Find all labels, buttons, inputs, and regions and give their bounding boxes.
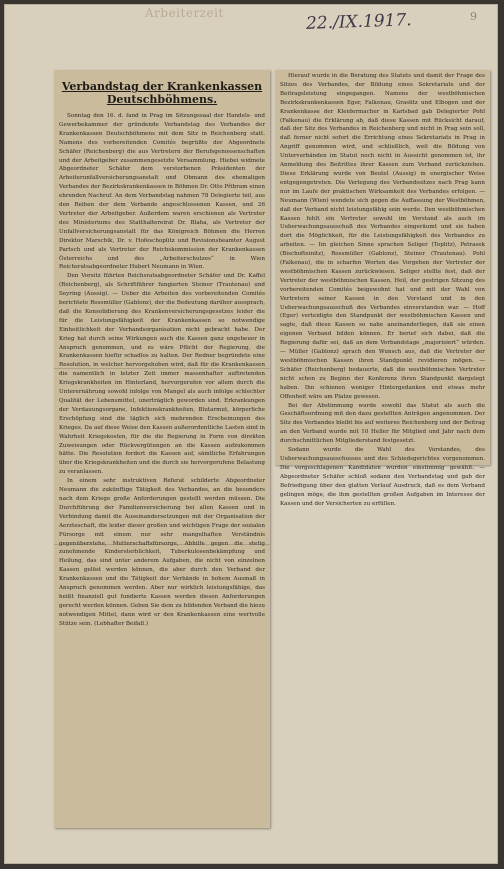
paragraph: Sonntag den 16. d. fand in Prag im Sitzungssaal der Handels- und Gewerbekammer der gründende Verbandstag des Verbandes der Krankenkassen Deutschböhmens mit dem Sitz in Reichenberg statt. Namens des vorbereitenden Comités begrüßte der Abgeordnete Schäfer (Reichenberg) die aus Vertretern der Berufsgenossenschaften und der Arbeitgeber zusammengesetzte Versammlung. Hiebei widmete Abgeordneter Schäfer dem verstorbenen Präsidenten der Arbeiterunfallversicherungsanstalt und Obmann des ehemaligen Verbandes der Bezirkskrankenkassen in Böhmen Dr. Otto Přibram einen ehrenden Nachruf. An dem Verbandstag nahmen 78 Delegierte teil, aus den Reihen der dem Verbande angeschlossenen Kassen, und 26 Vertreter der Arbeitgeber. Außerdem waren erschienen als Vertreter des Ministeriums des Statthaltereirat Dr. Blaha, als Vertreter der Unfallversicherungsanstalt für das Königreich Böhmen die Herren Direktor Marschik, Dr. v. Hofeschoplitz und Revisionsbeamter August Partsch und als Vertreter der Reichskommission der Krankenkassen Österreichs und des „Arbeiterschutzes“ in Wien Reichsratsabgeordneter Hubert Neumann in Wien.	[59, 113, 265, 271]
right-column-text	[275, 70, 490, 510]
fold-line	[54, 544, 270, 545]
page-number: 9	[470, 10, 477, 23]
paragraph: Bei der Abstimmung wurde sowohl das Statut als auch die Geschäftsordnung mit den dazu gestellten Anträgen angenommen. Der Sitz des Verbandes bleibt bis auf weiteres Reichenberg und der Beitrag an den Verband wurde mit 10 Heller für Mitglied und Jahr nach dem durchschnittlichen Mitgliederstand festgesetzt.	[280, 402, 485, 445]
headline-line-1: Verbandstag der Krankenkassen	[61, 80, 263, 93]
article-headline	[54, 70, 270, 110]
left-column-text	[54, 110, 270, 631]
clipping-right-column	[275, 70, 490, 507]
fold-line	[54, 368, 270, 369]
paragraph: Sodann wurde die Wahl des Vorstandes, des Ueberwachungsausschusses und des Schiedsgerichtes vorgenommen. Die vorgeschlagenen Kandidaten wurden einstimmig gewählt. — Abgeordneter Schäfer schloß sodann den Verbandstag und gab der Befriedigung über den glatten Verlauf Ausdruck, daß es dem Verband gelingen möge, die ihm gestellten großen Aufgaben im Interesse der Kassen und der Versicherten zu erfüllen.	[280, 447, 485, 507]
headline-line-2: Deutschböhmens.	[106, 93, 218, 106]
handwritten-date: 22./IX.1917.	[305, 10, 412, 34]
archive-stamp: Arbeiterzeit	[145, 6, 224, 20]
clipping-left-column	[54, 70, 270, 828]
paragraph: Den Vorsitz führten Reichsratsabgeordneter Schäfer und Dr. Kaffel (Reichenberg), als Schriftführer fungierten Steiner (Trautenau) und Seyring (Aussig). — Ueber die Arbeiten des vorbereitenden Comités berichtete Rossmüller (Gablonz), der die Bedeutung darüber aussprach, daß die Konsolidierung des Krankenversicherungsgesetzes leider die für die Leistungsfähigkeit der Krankenkassen so notwendige Einheitlichkeit der Verbandsorganisation nicht gebracht habe. Der Krieg hat durch seine Wirkungen auch die Kassen ganz ungeheuer in Anspruch genommen, und es wäre Pflicht der Regierung, die Krankenkassen hiefür schadlos zu halten. Der Redner begründete eine Resolution, in welcher hervorgehoben wird, daß für die Krankenkassen die namentlich in letzter Zeit immer massenhafter auftretenden Kriegskrankheiten im Hinterland, hervorgerufen vor allem durch die Unterernährung sowohl infolge von Mangel als auch infolge schlechter Qualität der Lebensmittel, unerträglich geworden sind. Erkrankungen der Verdauungsorgane, Infektionskrankheiten, Blutarmut, körperliche Erschöpfung sind die täglich sich mehrenden Erscheinungen des Krieges. Da auf diese Weise den Kassen außerordentliche Lasten sind in Wahrheit Kriegskosten, für die die Regierung in Form von direkten Zuweisungen oder Rückvergütungen an die Kassen aufzukommen hätte. Die Resolution fordert die Kassen auf, sämtliche Erfahrungen über die Kriegskrankheiten und die durch sie hervorgerufene Belastung zu veranlassen.	[59, 273, 265, 476]
paragraph: In einem sehr instruktiven Referat schilderte Abgeordneter Neumann die zukünftige Tätigkeit des Verbandes, an die besonders nach dem Kriege große Anforderungen gestellt werden müssen. Die Durchführung der Familienversicherung bei allen Kassen und in Verbindung damit die Auseinandersetzungen mit der Organisation der Aerzteschaft, die leider dieser großen und wichtigen Frage der sozialen Fürsorge mit einem nur sehr mangelhaften Verständnis gegenüberstehe, Mutterschaftsfürsorge, Abhilfe gegen die stetig zunehmende Kindersterblichkeit, Tuberkulosenbekämpfung und Heilung, das sind unter anderem Aufgaben, die nicht von einzelnen Kassen gelöst werden können, die aber durch den Verband der Krankenkassen und die Tätigkeit der Verbände in hohem Ausmaß in Anspruch genommen werden. Aber nur wirklich leistungsfähige, das heißt finanziell gut fundierte Kassen werden diesen Anforderungen gerecht werden können. Geben Sie dem zu bildenden Verband die hiezu notwendigen Mittel, dann wird er den Krankenkassen eine wertvolle Stütze sein. (Lebhafter Beifall.)	[59, 478, 265, 627]
paragraph: Hierauf wurde in die Beratung des Statuts und damit der Frage des Sitzes des Verbandes, der Bildung eines Sekretariats und der Beitragsleistung eingegangen. Namens der westböhmischen Bezirkskrankenkassen Eger, Falkenau, Graslitz und Elbogen und der Krankenkasse der Kleidermacher in Karlsbad gab Delegierter Pohl (Falkenau) die Erklärung ab, daß diese Kassen mit Rücksicht darauf, daß der Sitz des Verbandes in Reichenberg und nicht in Prag sein soll, daß ferner nicht sofort die Errichtung eines Sekretariats in Prag in Angriff genommen wird, und schließlich, weil die Bildung von Unterverbänden im Statut noch nicht in Aussicht genommen ist, ihr Anmeldung des Beitrittes ihrer Kassen zum Verband zurückziehen. Diese Erklärung wurde von Beutel (Aussig) in energischer Weise entgegengetreten. Die Verlegung des Verbandssitzes nach Prag kann nur im Laufe der praktischen Wirksamkeit des Verbandes erfolgen. — Neumann (Wien) wendete sich gegen die Auffassung der Westböhmen, daß der Verband nicht leistungsfähig sein werde. Den westböhmischen Kassen fehlt ein Vertreter sowohl im Vorstand als auch im Ueberwachungsausschuß des Verbandes eingeräumt und sie haben dort die Möglichkeit, für die Leistungsfähigkeit des Verbandes zu arbeiten. — Im gleichen Sinne sprachen Seliger (Teplitz), Petrasek (Bischofteinitz), Rossmüller (Gablonz), Steiner (Trautenau). Pohl (Falkenau), die in scharfen Worten das Vorgehen der Vertreter der westböhmischen Kassen zurückwiesen. Seliger stellte fest, daß der Vertreter der westböhmischen Kassen, Heil, der gestrigen Sitzung des vorbereitenden Comités beigewohnt hat und mit der Wahl von Vertretern seiner Kassen in den Vorstand und in den Ueberwachungsausschuß des Verbandes einverstanden war. — Hoff (Eger) verteidigte den Standpunkt der westböhmischen Kassen und sagte, daß diese Kassen so nahe aneinanderliegen, daß sie einen eigenen Verband bilden können. Er berief sich dabei, daß die Regierung dafür sei, daß an dem Verbandstage „majorisiert“ würden. — Müller (Gablonz) sprach den Wunsch aus, daß die Vertreter der westböhmischen Kassen ihren Standpunkt revidieren mögen. — Schäfer (Reichenberg) bedauerte, daß die westböhmischen Vertreter nicht schon zu Beginn der Konferenz ihren Standpunkt dargelegt haben. Ihn schienen weniger Hintergedanken und etwas mehr Offenheit wäre am Platze gewesen.	[280, 73, 485, 400]
